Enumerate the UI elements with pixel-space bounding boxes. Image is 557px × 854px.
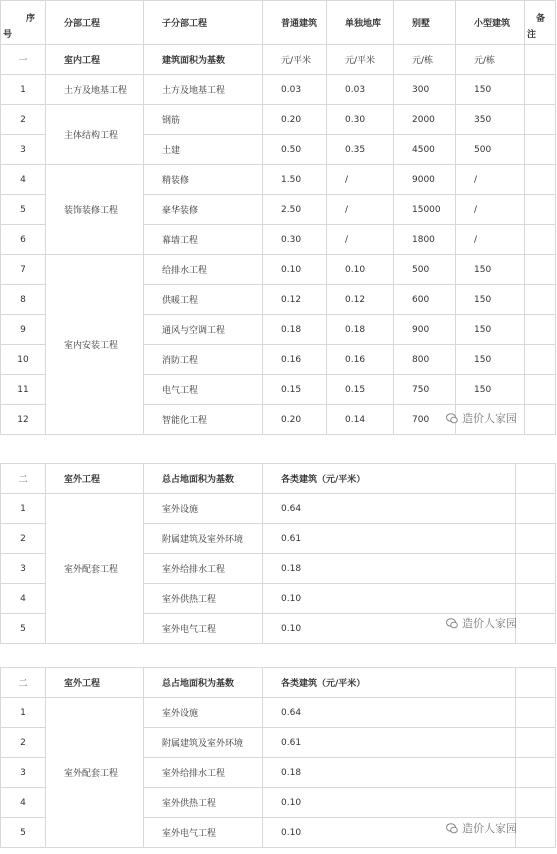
wechat-icon	[446, 618, 458, 629]
section-no: 二	[1, 464, 46, 494]
table-row: 2 附属建筑及室外环境 0.61	[1, 524, 556, 554]
section-sub: 建筑面积为基数	[144, 45, 263, 75]
watermark-text: 造价人家园	[462, 822, 517, 835]
section-no: 二	[1, 668, 46, 698]
header-col-small: 小型建筑	[456, 1, 525, 45]
watermark-text: 造价人家园	[462, 617, 517, 630]
wechat-icon	[446, 413, 458, 424]
table-row: 1 室外配套工程 室外设施 0.64	[1, 698, 556, 728]
section-unit: 各类建筑（元/平米）	[263, 668, 516, 698]
header-col-regular: 普通建筑	[263, 1, 327, 45]
header-sub: 子分部工程	[144, 1, 263, 45]
group-label: 室内安装工程	[46, 255, 144, 435]
unit-3: 元/栋	[394, 45, 456, 75]
table-row: 4 室外供热工程 0.10	[1, 788, 556, 818]
table-row: 10 消防工程 0.16 0.16 800 150	[1, 345, 556, 375]
group-label: 室外配套工程	[46, 698, 144, 848]
section-part: 室外工程	[46, 668, 144, 698]
table-row: 1 土方及地基工程 土方及地基工程 0.03 0.03 300 150	[1, 75, 556, 105]
table-row: 3 室外给排水工程 0.18	[1, 554, 556, 584]
table-row: 1 室外配套工程 室外设施 0.64	[1, 494, 556, 524]
group-label: 土方及地基工程	[46, 75, 144, 105]
section-unit: 各类建筑（元/平米）	[263, 464, 516, 494]
note-cell	[525, 45, 556, 75]
section-sub: 总占地面积为基数	[144, 464, 263, 494]
table-row: 4 装饰装修工程 精装修 1.50 / 9000 /	[1, 165, 556, 195]
unit-1: 元/平米	[263, 45, 327, 75]
section-sub: 总占地面积为基数	[144, 668, 263, 698]
table-gap	[0, 440, 557, 462]
section-no: 一	[1, 45, 46, 75]
table-row: 4 室外供热工程 0.10	[1, 584, 556, 614]
watermark-text: 造价人家园	[462, 412, 517, 425]
table-row: 11 电气工程 0.15 0.15 750 150	[1, 375, 556, 405]
section-part: 室外工程	[46, 464, 144, 494]
header-col-basement: 单独地库	[327, 1, 394, 45]
table-row: 9 通风与空调工程 0.18 0.18 900 150	[1, 315, 556, 345]
table-row: 2 主体结构工程 钢筋 0.20 0.30 2000 350	[1, 105, 556, 135]
table-row: 2 附属建筑及室外环境 0.61	[1, 728, 556, 758]
section-row	[1, 668, 556, 698]
table-row: 7 室内安装工程 给排水工程 0.10 0.10 500 150	[1, 255, 556, 285]
table-row: 6 幕墙工程 0.30 / 1800 /	[1, 225, 556, 255]
header-part: 分部工程	[46, 1, 144, 45]
group-label: 装饰装修工程	[46, 165, 144, 255]
table-row: 3 室外给排水工程 0.18	[1, 758, 556, 788]
section-row	[1, 45, 556, 75]
table-row: 8 供暖工程 0.12 0.12 600 150	[1, 285, 556, 315]
table-row: 3 土建 0.50 0.35 4500 500	[1, 135, 556, 165]
table-row: 5 室外电气工程 0.10	[1, 818, 556, 848]
wechat-icon	[446, 823, 458, 834]
header-no: 序 号	[1, 1, 46, 45]
section-row	[1, 464, 556, 494]
group-label: 室外配套工程	[46, 494, 144, 644]
group-label: 主体结构工程	[46, 105, 144, 165]
watermark	[446, 820, 517, 836]
header-note: 备 注	[525, 1, 556, 45]
table-row: 12 智能化工程 0.20 0.14 700	[1, 405, 556, 435]
table-row: 5 豪华装修 2.50 / 15000 /	[1, 195, 556, 225]
unit-2: 元/平米	[327, 45, 394, 75]
unit-4: 元/栋	[456, 45, 525, 75]
watermark	[446, 615, 517, 631]
section-part: 室内工程	[46, 45, 144, 75]
header-row	[1, 1, 556, 45]
header-col-villa: 别墅	[394, 1, 456, 45]
watermark	[446, 410, 517, 426]
table-row: 5 室外电气工程 0.10	[1, 614, 556, 644]
